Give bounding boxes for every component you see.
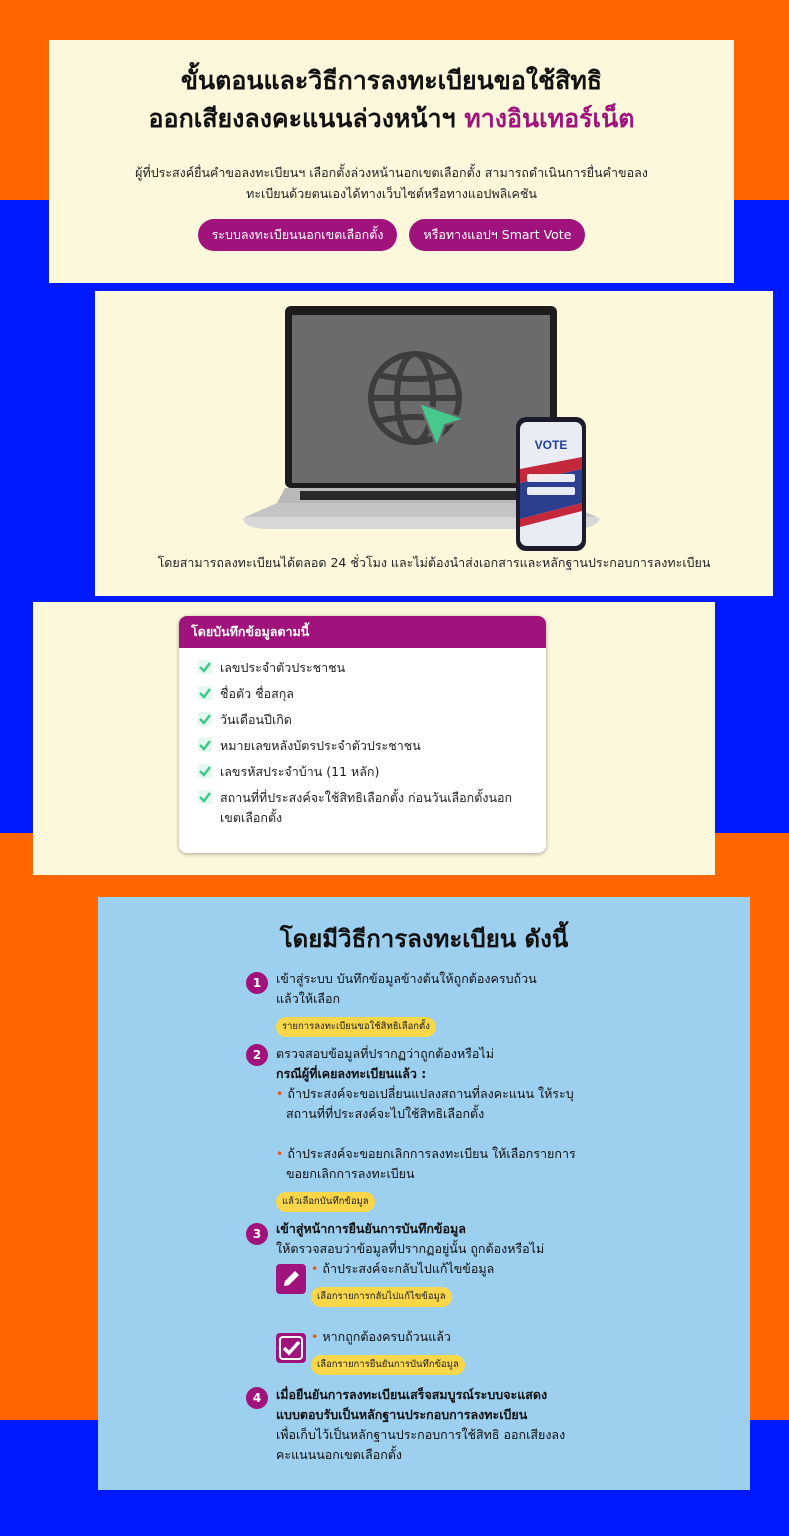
checklist-panel [33,602,715,875]
step-number: 3 [246,1223,268,1245]
step-1 [248,969,568,1039]
step-number: 1 [246,972,268,994]
list-item-text: ชื่อตัว ชื่อสกุล [220,686,294,701]
steps-heading: โดยมีวิธีการลงทะเบียน ดังนี้ [279,925,569,953]
step-4 [248,1385,568,1475]
check-icon [196,738,214,752]
list-item [196,736,534,756]
step-text: เมื่อยืนยันการลงทะเบียนเสร็จสมบูรณ์ระบบจะแสดง แบบตอบรับเป็นหลักฐานประกอบการลงทะเบียน เพื่อเก็บไว้เป็นหลักฐานประกอบการใช้สิทธิ ออกเสียงลง คะแนนนอกเขตเลือกตั้ง [276,1387,566,1462]
list-item-text: เลขรหัสประจำบ้าน (11 หลัก) [220,764,380,779]
step-3: 3 เข้าสู่หน้าการยืนยันการบันทึกข้อมูล ให้ตรวจสอบว่าข้อมูลที่ปรากฏอยู่นั้น ถูกต้องหรือไม่ • ถ้าประสงค์จะกลับไปแก้ไขข้อมูล เลือกรายการกลับไปแก้ไขข้อมูล • หากถูกต้องครบถ้วนแล้ว เลือกรายการยืนยันการบันทึกข้อมูล [248,1219,568,1379]
list-item-text: หมายเลขหลังบัตรประจำตัวประชาชน [220,738,421,753]
check-icon [196,660,214,674]
list-item-text: วันเดือนปีเกิด [220,712,292,727]
step-text: ตรวจสอบข้อมูลที่ปรากฏว่าถูกต้องหรือไม่ กรณีผู้ที่เคยลงทะเบียนแล้ว : • ถ้าประสงค์จะขอเปลี่ยนแปลงสถานที่ลงคะแนน ให้ระบุ สถานที่ที่ประสงค์จะไปใช้สิทธิเลือกตั้ง • ถ้าประสงค์จะขอยกเลิกการลงทะเบียน ให้เลือกรายการ ขอยกเลิกการลงทะเบียน แล้วเลือกบันทึกข้อมูล [276,1044,576,1212]
check-icon [196,790,214,804]
device-caption: โดยสามารถลงทะเบียนได้ตลอด 24 ชั่วโมง และไม่ต้องนำส่งเอกสารและหลักฐานประกอบการลงทะเบียน [157,555,711,570]
required-info-card [179,616,546,853]
pencil-icon [276,1264,306,1294]
required-info-list [179,648,546,828]
list-item-text: สถานที่ที่ประสงค์จะใช้สิทธิเลือกตั้ง ก่อนวันเลือกตั้งนอก เขตเลือกตั้ง [220,790,513,825]
list-item-text: เลขประจำตัวประชาชน [220,660,346,675]
intro-panel [49,40,734,283]
list-item [196,762,534,782]
step-text: เข้าสู่หน้าการยืนยันการบันทึกข้อมูล ให้ตรวจสอบว่าข้อมูลที่ปรากฏอยู่นั้น ถูกต้องหรือไม่ [276,1221,545,1256]
intro-desc-line-1: ผู้ที่ประสงค์ยื่นคำขอลงทะเบียนฯ เลือกตั้งล่วงหน้านอกเขตเลือกตั้ง สามารถดำเนินการยื่นคำขอลง [135,165,648,180]
check-icon [196,712,214,726]
confirm-tag: เลือกรายการยืนยันการบันทึกข้อมูล [311,1355,465,1375]
edit-option-text: ถ้าประสงค์จะกลับไปแก้ไขข้อมูล [322,1261,495,1276]
title-line-1: ขั้นตอนและวิธีการลงทะเบียนขอใช้สิทธิ [180,66,603,95]
step-text: เข้าสู่ระบบ บันทึกข้อมูลข้างต้นให้ถูกต้องครบถ้วน แล้วให้เลือก รายการลงทะเบียนขอใช้สิทธิเลือกตั้ง [276,969,576,1037]
confirm-option-text: หากถูกต้องครบถ้วนแล้ว [322,1329,451,1344]
steps-panel [98,897,750,1490]
title-highlight: ทางอินเทอร์เน็ต [464,104,635,133]
intro-desc-line-2: ทะเบียนด้วยตนเองได้ทางเว็บไซต์หรือทางแอปพลิเคชัน [246,186,537,201]
web-registration-button[interactable]: ระบบลงทะเบียนนอกเขตเลือกตั้ง [198,219,398,251]
list-item [196,684,534,704]
title-line-2: ออกเสียงลงคะแนนล่วงหน้าฯ [148,104,465,133]
list-item [196,710,534,730]
page-title [49,62,734,138]
step-number: 2 [246,1044,268,1066]
card-header: โดยบันทึกข้อมูลตามนี้ [179,616,546,648]
phone-vote-logo: VOTE [534,438,568,452]
list-item [196,658,534,678]
device-panel [95,291,773,596]
step-number: 4 [246,1387,268,1409]
intro-buttons [49,219,734,251]
checkbox-icon [276,1333,306,1363]
action-tag: รายการลงทะเบียนขอใช้สิทธิเลือกตั้ง [276,1017,436,1037]
step-2 [248,1044,576,1214]
check-icon [196,686,214,700]
check-icon [196,764,214,778]
action-tag: แล้วเลือกบันทึกข้อมูล [276,1192,375,1212]
device-illustration [95,291,773,553]
edit-tag: เลือกรายการกลับไปแก้ไขข้อมูล [311,1287,452,1307]
smart-vote-app-button[interactable]: หรือทางแอปฯ Smart Vote [409,219,585,251]
intro-description [112,162,672,204]
laptop-keyboard [300,491,542,500]
list-item [196,788,534,828]
